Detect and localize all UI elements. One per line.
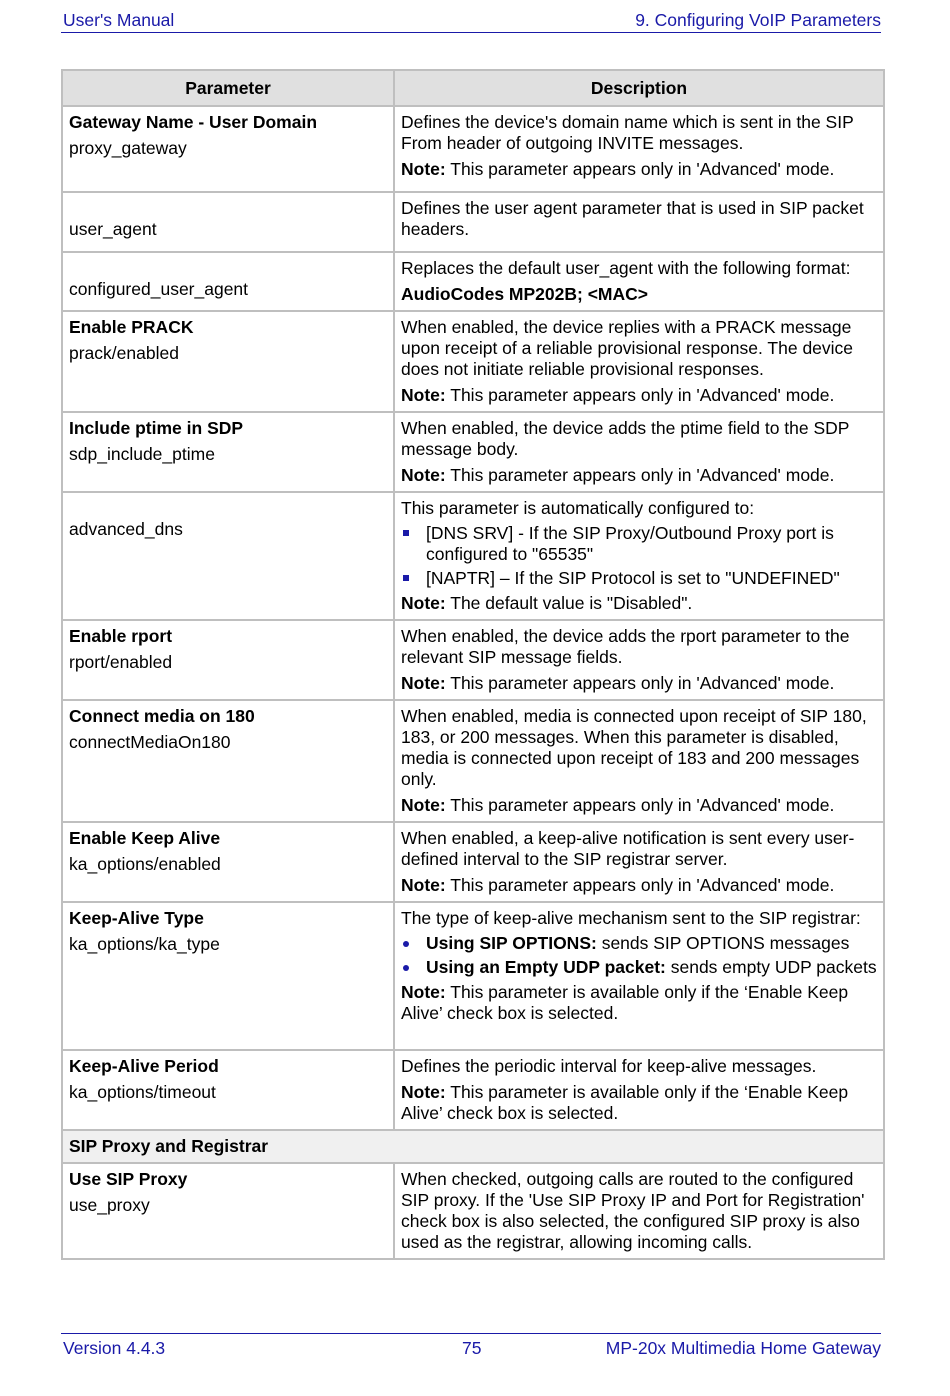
list-item [401,523,877,565]
note-text: The default value is "Disabled". [445,593,693,613]
description-note [401,1082,877,1124]
description-note [401,795,877,816]
note-label: Note: [401,795,446,815]
table-row [62,192,884,252]
list-item-text: [NAPTR] – If the SIP Protocol is set to "UNDEFINED" [426,568,840,588]
parameter-cell [62,1050,394,1130]
table-row [62,700,884,822]
description-cell [394,192,884,252]
table-row [62,902,884,1050]
table-row [62,1050,884,1130]
note-label: Note: [401,159,446,179]
round-bullet-icon [403,965,409,971]
section-row [62,1130,884,1163]
table-row [62,492,884,620]
parameter-cell [62,311,394,412]
description-note [401,159,877,180]
description-cell [394,620,884,700]
note-label: Note: [401,875,446,895]
page-footer [61,1333,881,1360]
description-text: When enabled, the device adds the rport parameter to the relevant SIP message fields. [401,626,850,667]
parameter-name: Use SIP Proxy [69,1169,188,1189]
list-item [401,568,877,589]
note-label: Note: [401,982,446,1002]
table-row [62,822,884,902]
description-cell [394,106,884,192]
note-text: This parameter appears only in 'Advanced' mode. [445,673,835,693]
table-row [62,412,884,492]
parameter-name: Enable rport [69,626,173,646]
note-label: Note: [401,593,446,613]
note-text: This parameter appears only in 'Advanced' mode. [445,795,835,815]
parameter-key: use_proxy [69,1195,150,1215]
description-note [401,982,877,1024]
description-text: Replaces the default user_agent with the following format: [401,258,851,278]
list-item-text: sends empty UDP packets [665,957,877,977]
parameter-key: sdp_include_ptime [69,444,215,464]
parameter-name: Keep-Alive Type [69,908,204,928]
column-header-description: Description [394,70,884,106]
description-cell [394,1163,884,1259]
parameters-table [61,69,885,1260]
footer-product-name: MP-20x Multimedia Home Gateway [605,1338,881,1358]
list-item-text: sends SIP OPTIONS messages [596,933,850,953]
parameter-cell [62,700,394,822]
parameter-name: Keep-Alive Period [69,1056,219,1076]
note-text: This parameter appears only in 'Advanced' mode. [445,385,835,405]
description-text: The type of keep-alive mechanism sent to the SIP registrar: [401,908,861,928]
table-row [62,106,884,192]
parameter-key: advanced_dns [69,519,183,539]
note-label: Note: [401,465,446,485]
description-text: When checked, outgoing calls are routed to the configured SIP proxy. If the 'Use SIP Proxy IP and Port for Registration' check box is also selected, the configured SIP proxy is also used as the registrar, allowing incoming calls. [401,1169,865,1252]
parameter-cell [62,252,394,311]
description-text: When enabled, the device adds the ptime field to the SDP message body. [401,418,850,459]
description-text: When enabled, a keep-alive notification is sent every user-defined interval to the SIP registrar server. [401,828,855,869]
parameter-cell [62,1163,394,1259]
note-label: Note: [401,673,446,693]
parameter-cell [62,106,394,192]
list-item-text: [DNS SRV] - If the SIP Proxy/Outbound Proxy port is configured to "65535" [426,523,834,564]
parameter-cell [62,822,394,902]
note-text: This parameter appears only in 'Advanced' mode. [445,159,835,179]
parameter-name: Gateway Name - User Domain [69,112,318,132]
square-bullet-icon [403,575,409,581]
description-text: This parameter is automatically configured to: [401,498,755,518]
description-cell [394,902,884,1050]
note-text: This parameter appears only in 'Advanced' mode. [445,465,835,485]
description-note [401,593,877,614]
description-cell [394,492,884,620]
header-chapter-title: 9. Configuring VoIP Parameters [635,10,881,30]
parameter-cell [62,412,394,492]
description-text: When enabled, media is connected upon receipt of SIP 180, 183, or 200 messages. When this parameter is disabled, media is connected upon receipt of 183 and 200 messages only. [401,706,867,789]
list-item-bold: Using SIP OPTIONS: [426,933,597,953]
parameter-name: Enable PRACK [69,317,194,337]
parameter-cell [62,492,394,620]
note-text: This parameter is available only if the ‘Enable Keep Alive’ check box is selected. [401,982,849,1023]
list-item [401,957,877,978]
description-text: Defines the periodic interval for keep-alive messages. [401,1056,817,1076]
note-label: Note: [401,1082,446,1102]
page-number: 75 [462,1338,482,1358]
description-cell [394,822,884,902]
description-note [401,385,877,406]
parameter-key: connectMediaOn180 [69,732,231,752]
note-text: This parameter appears only in 'Advanced' mode. [445,875,835,895]
bullet-list [401,523,877,589]
column-header-parameter: Parameter [62,70,394,106]
parameter-key: ka_options/ka_type [69,934,220,954]
section-title: SIP Proxy and Registrar [62,1130,884,1163]
header-manual-title: User's Manual [63,10,175,30]
square-bullet-icon [403,530,409,536]
table-row [62,252,884,311]
parameter-key: proxy_gateway [69,138,187,158]
list-item [401,933,877,954]
parameter-name: Enable Keep Alive [69,828,221,848]
parameter-cell [62,902,394,1050]
description-cell [394,311,884,412]
parameter-name: Connect media on 180 [69,706,255,726]
parameter-cell [62,620,394,700]
parameter-cell [62,192,394,252]
description-text: Defines the device's domain name which is sent in the SIP From header of outgoing INVITE messages. [401,112,854,153]
table-header-row [62,70,884,106]
table-row [62,1163,884,1259]
parameter-key: rport/enabled [69,652,173,672]
parameter-key: prack/enabled [69,343,179,363]
bullet-list [401,933,877,978]
parameter-key: user_agent [69,219,157,239]
list-item-bold: Using an Empty UDP packet: [426,957,666,977]
parameter-name: Include ptime in SDP [69,418,244,438]
table-row [62,620,884,700]
description-text: When enabled, the device replies with a PRACK message upon receipt of a reliable provisional response. The device does not initiate reliable provisional responses. [401,317,854,379]
description-note [401,673,877,694]
description-format: AudioCodes MP202B; <MAC> [401,284,648,304]
parameter-key: ka_options/timeout [69,1082,216,1102]
description-note [401,875,877,896]
note-label: Note: [401,385,446,405]
table-row [62,311,884,412]
description-cell [394,252,884,311]
footer-version: Version 4.4.3 [63,1338,166,1358]
round-bullet-icon [403,941,409,947]
description-text: Defines the user agent parameter that is used in SIP packet headers. [401,198,864,239]
description-cell [394,412,884,492]
page-header [61,10,881,33]
description-note [401,465,877,486]
description-cell [394,1050,884,1130]
parameter-key: configured_user_agent [69,279,249,299]
parameter-key: ka_options/enabled [69,854,221,874]
note-text: This parameter is available only if the ‘Enable Keep Alive’ check box is selected. [401,1082,849,1123]
description-cell [394,700,884,822]
